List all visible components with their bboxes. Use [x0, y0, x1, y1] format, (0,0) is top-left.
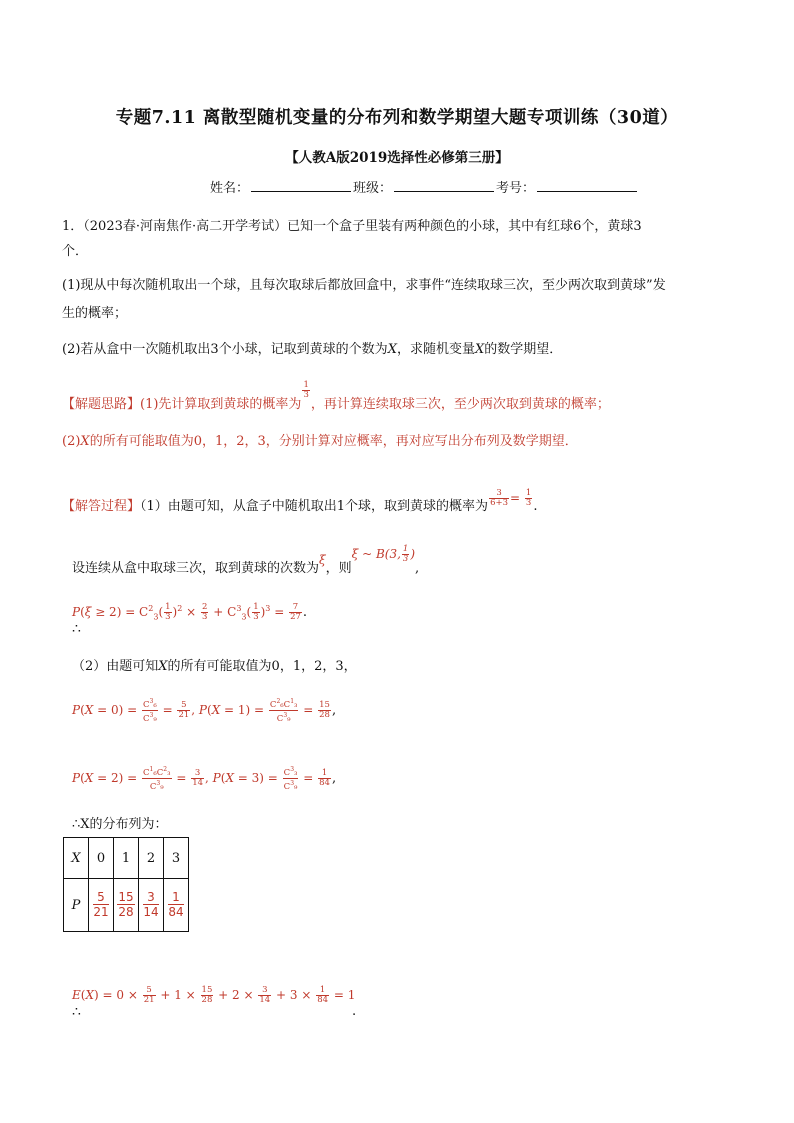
table-cell: 1 [114, 838, 139, 879]
page-title: 专题7.11 离散型随机变量的分布列和数学期望大题专项训练（30道） [115, 108, 679, 128]
table-cell: 3 [164, 838, 189, 879]
solution-line-1: 【解答过程】（1）由题可知，从盒子中随机取出1个球，取到黄球的概率为 $\frac{3}{6+3}$ = $\frac{1}{3}$ . [62, 488, 538, 514]
solution-p-xi: $P(\xi \ge 2) = C^2_3$( $\frac{1}{3}$ )$^2$ × $\frac{2}{3}$ + $C^3_3$( $\frac{1}{3}$ )$^3$ = $\frac{7}{27}$ . [72, 602, 308, 622]
exam-label: 考号： [496, 181, 536, 196]
class-label: 班级： [353, 181, 393, 196]
p-x-2-3: P(X = 2) = $\frac{C^1_6C^2_3}{C^3_9}$ = $\frac{3}{14}$ , P(X = 3) = $\frac{C^3_3}{C^3_9}$ = $\frac{1}{84}$ , [72, 766, 337, 792]
xi-symbol: ξ [319, 553, 326, 567]
p-yellow-formula: $\frac{3}{6+3}$ = $\frac{1}{3}$ [490, 488, 532, 508]
var-x: X [387, 342, 397, 357]
student-info-line [210, 177, 639, 196]
table-cell: X [64, 838, 89, 879]
problem-line-1: 1．（2023春·河南焦作·高二开学考试）已知一个盒子里装有两种颜色的小球，其中有红球6个，黄球3 [62, 219, 642, 234]
idea-text-1: (1)先计算取到黄球的概率为 [140, 397, 302, 412]
binomial-formula: ξ ~ B(3, $\frac{1}{3}$ ) [351, 544, 416, 564]
table-cell: $\frac{1}{84}$ [164, 879, 189, 932]
problem-part1-a: (1)现从中每次随机取出一个球，且每次取球后都放回盒中，求事件“连续取球三次，至少两次取到黄球”发 [62, 278, 666, 293]
distribution-table [63, 837, 189, 932]
table-cell: P [64, 879, 89, 932]
therefore-symbol-1: ∴ [72, 621, 81, 637]
idea-text-2b: 的所有可能取值为0，1，2，3，分别计算对应概率，再对应写出分布列及数学期望． [89, 434, 578, 449]
page-subtitle: 【人教A版2019选择性必修第三册】 [285, 150, 509, 166]
idea-label: 【解题思路】 [62, 397, 141, 412]
var-x: X [80, 434, 90, 449]
var-x: X [474, 342, 485, 357]
p-x-0-1: P(X = 0) = $\frac{C^3_6}{C^3_9}$ = $\frac{5}{21}$ , P(X = 1) = $\frac{C^2_6C^1_3}{C^3_9}$ = $\frac{15}{28}$ , [72, 698, 337, 724]
solution-part2-text-b: 的所有可能取值为0，1，2，3， [167, 659, 357, 674]
table-cell: 2 [139, 838, 164, 879]
p-xi-formula: $P(\xi \ge 2) = C^2_3$( $\frac{1}{3}$ )$^2$ × $\frac{2}{3}$ + $C^3_3$( $\frac{1}{3}$ )$^3$ = $\frac{7}{27}$ [72, 602, 301, 622]
solution-part2 [72, 655, 357, 674]
solution-text-2: 设连续从盒中取球三次，取到黄球的次数为 [72, 561, 320, 576]
name-label: 姓名： [210, 181, 250, 196]
idea-text-1b: ，再计算连续取球三次，至少两次取到黄球的概率； [310, 397, 610, 412]
table-cell: 0 [89, 838, 114, 879]
idea-fraction: $\frac{1}{3}$ [303, 380, 309, 400]
problem-part2 [62, 338, 562, 357]
table-cell: $\frac{15}{28}$ [114, 879, 139, 932]
solution-part2-text: （2）由题可知 [72, 659, 159, 674]
class-blank [394, 180, 494, 192]
idea-line-1 [62, 380, 610, 414]
solution-line-2: 设连续从盒中取球三次，取到黄球的次数为ξ，则ξ ~ B(3, $\frac{1}{3}$ ), [72, 544, 420, 576]
therefore-symbol-2: ∴ [72, 1004, 81, 1020]
solution-text-2b: ，则 [325, 561, 352, 576]
expectation-formula: E(X) = 0 × $\frac{5}{21}$ + 1 × $\frac{15}{28}$ + 2 × $\frac{3}{14}$ + 3 × $\frac{1}{84}$ = 1 [72, 985, 356, 1005]
idea-line-2 [62, 430, 578, 449]
table-cell: $\frac{3}{14}$ [139, 879, 164, 932]
problem-part1-b: 生的概率； [62, 306, 128, 321]
expectation-period: . [352, 1004, 357, 1019]
problem-part2-text-c: 的数学期望． [484, 342, 563, 357]
table-cell: $\frac{5}{21}$ [89, 879, 114, 932]
table-row-p [64, 879, 189, 932]
table-row-x [64, 838, 189, 879]
exam-blank [537, 180, 637, 192]
problem-line-2: 个． [62, 244, 89, 259]
solution-text-1: （1）由题可知，从盒子中随机取出1个球，取到黄球的概率为 [140, 499, 489, 514]
name-blank [251, 180, 351, 192]
var-x: X [158, 659, 168, 674]
problem-part2-text-a: (2)若从盒中一次随机取出3个小球，记取到黄球的个数为 [62, 342, 388, 357]
problem-part2-text-b: ，求随机变量 [396, 342, 475, 357]
solution-label: 【解答过程】 [62, 499, 141, 514]
distribution-label: ∴X的分布列为： [72, 817, 168, 832]
idea-text-2: (2) [62, 434, 81, 449]
